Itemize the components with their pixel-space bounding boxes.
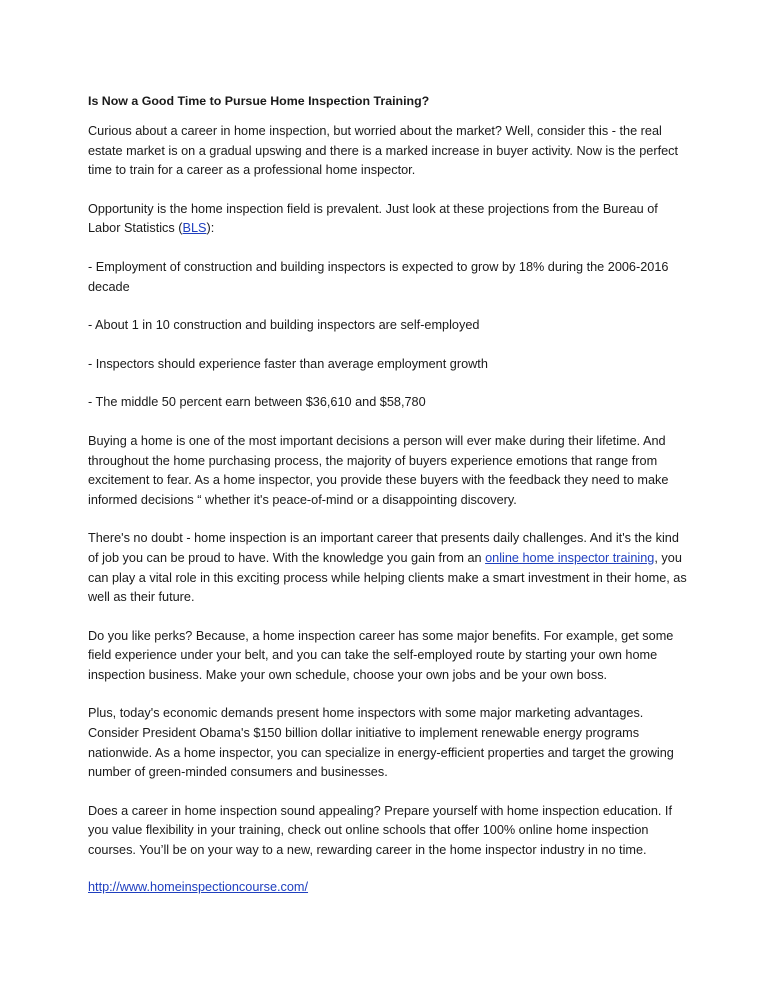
- course-website-link[interactable]: http://www.homeinspectioncourse.com/: [88, 879, 309, 894]
- paragraph-no-doubt: [88, 529, 688, 607]
- paragraph-opportunity-text-2: ):: [206, 221, 215, 236]
- paragraph-no-doubt-text-2: , you can play a vital role in this exciting process while helping clients make a smart investment in their home, as well as their future.: [88, 550, 687, 605]
- paragraph-opportunity-text-1: Opportunity is the home inspection field is prevalent. Just look at these projections from the Bureau of Labor Statistics (: [88, 201, 658, 236]
- paragraph-opportunity: [88, 200, 688, 239]
- paragraph-intro: Curious about a career in home inspection, but worried about the market? Well, consider this - the real estate market is on a gradual upswing and there is a marked increase in buyer activity. Now is the perfect time to train for a career as a professional home inspector.: [88, 124, 679, 178]
- paragraph-economic: Plus, today's economic demands present home inspectors with some major marketing advantages. Consider President Obama's $150 billion dollar initiative to implement renewable energy programs nationwide. As a home inspector, you can specialize in energy-efficient properties and target the growing number of green-minded consumers and businesses.: [88, 706, 674, 780]
- bls-link[interactable]: BLS: [182, 221, 207, 236]
- bullet-earnings: - The middle 50 percent earn between $36,610 and $58,780: [88, 395, 426, 410]
- paragraph-appealing: Does a career in home inspection sound appealing? Prepare yourself with home inspection education. If you value flexibility in your training, check out online schools that offer 100% online home inspection courses. You’ll be on your way to a new, rewarding career in the home inspector industry in no time.: [88, 803, 672, 858]
- bullet-faster-growth: - Inspectors should experience faster than average employment growth: [88, 356, 488, 371]
- paragraph-buying-home: Buying a home is one of the most important decisions a person will ever make during their lifetime. And throughout the home purchasing process, the majority of buyers experience emotions that range from excitement to fear. As a home inspector, you provide these buyers with the feedback they need to make informed decisions “ whether it's peace-of-mind or a disappointing discovery.: [88, 433, 669, 507]
- final-link-paragraph: [88, 878, 688, 898]
- paragraph-no-doubt-text-1: There's no doubt - home inspection is an important career that presents daily challenges. And it's the kind of job you can be proud to have. With the knowledge you gain from an: [88, 531, 679, 565]
- bullet-employment-growth: - Employment of construction and building inspectors is expected to grow by 18% during the 2006-2016 decade: [88, 259, 669, 294]
- document-title: Is Now a Good Time to Pursue Home Inspection Training?: [88, 94, 430, 108]
- bullet-self-employed: - About 1 in 10 construction and building inspectors are self-employed: [88, 318, 480, 333]
- document-page: [88, 92, 688, 916]
- online-training-link[interactable]: online home inspector training: [485, 550, 655, 565]
- paragraph-perks: Do you like perks? Because, a home inspection career has some major benefits. For example, get some field experience under your belt, and you can take the self-employed route by starting your own home inspection business. Make your own schedule, choose your own jobs and be your own boss.: [88, 628, 674, 682]
